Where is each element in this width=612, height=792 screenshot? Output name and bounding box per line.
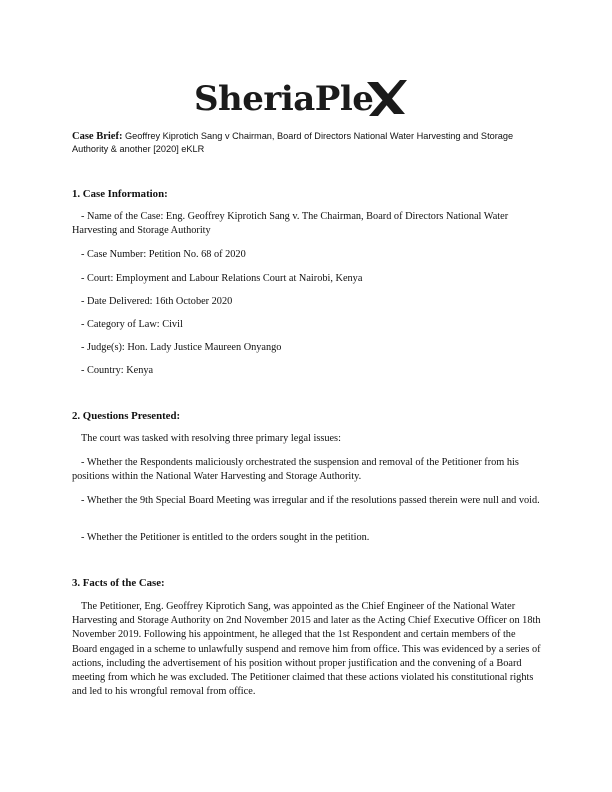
question-item: - Whether the Respondents maliciously orchestrated the suspension and removal of the Petitioner from his positions within the National Water Harvesting and Storage Authority. bbox=[72, 457, 519, 483]
case-number: - Case Number: Petition No. 68 of 2020 bbox=[81, 249, 246, 260]
facts-text: The Petitioner, Eng. Geoffrey Kiprotich Sang, was appointed as the Chief Engineer of the National Water Harvesting and Storage Authority on 2nd November 2015 and later as the Acting Chief Executive Officer on 18th November 2019. Following his appointment, he alleged that the 1st Respondent and certain members of the Board engaged in a scheme to unlawfully suspend and remove him from office. This was evidenced by a series of actions, including the advertisement of his position without proper justification and the convening of a Board meeting from which he was excluded. The Petitioner claimed that these actions violated his constitutional rights and led to his wrongful removal from office. bbox=[72, 601, 541, 698]
case-category: - Category of Law: Civil bbox=[81, 319, 183, 330]
case-brief-text: Geoffrey Kiprotich Sang v Chairman, Board of Directors National Water Harvesting and Storage Authority & another [2020] eKLR bbox=[72, 131, 514, 154]
case-country: - Country: Kenya bbox=[81, 365, 154, 376]
case-judges: - Judge(s): Hon. Lady Justice Maureen Onyango bbox=[81, 342, 282, 353]
case-brief-title bbox=[72, 130, 542, 156]
logo-x-icon bbox=[365, 76, 409, 120]
case-name: - Name of the Case: Eng. Geoffrey Kiprotich Sang v. The Chairman, Board of Directors National Water Harvesting and Storage Authority bbox=[72, 211, 509, 237]
logo-text: SheriaPle bbox=[194, 79, 374, 119]
section-heading-case-information: 1. Case Information: bbox=[72, 188, 168, 200]
logo bbox=[0, 74, 612, 124]
case-brief-label: Case Brief: bbox=[72, 131, 123, 142]
case-court: - Court: Employment and Labour Relations Court at Nairobi, Kenya bbox=[81, 273, 363, 284]
question-item: - Whether the Petitioner is entitled to the orders sought in the petition. bbox=[81, 532, 370, 543]
case-date: - Date Delivered: 16th October 2020 bbox=[81, 296, 233, 307]
question-item: - Whether the 9th Special Board Meeting was irregular and if the resolutions passed therein were null and void. bbox=[81, 495, 540, 506]
questions-intro: The court was tasked with resolving three primary legal issues: bbox=[81, 433, 341, 444]
section-heading-questions: 2. Questions Presented: bbox=[72, 410, 181, 422]
section-heading-facts: 3. Facts of the Case: bbox=[72, 577, 165, 589]
